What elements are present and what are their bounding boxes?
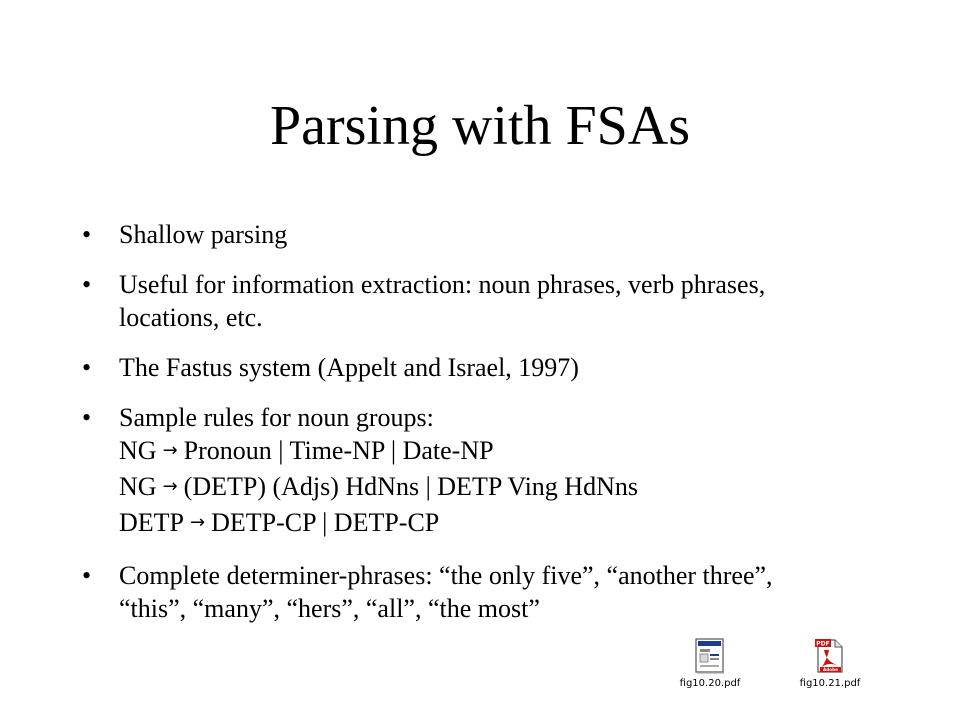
bullet-text: Complete determiner-phrases: “the only five”, “another three”, “this”, “many”, “hers”, “all”, “the most”	[119, 561, 773, 623]
attachment-label: fig10.20.pdf	[679, 678, 741, 689]
rule-rhs: Pronoun | Time-NP | Date-NP	[183, 436, 494, 465]
bullet-item	[82, 351, 842, 384]
slide-title: Parsing with FSAs	[269, 95, 691, 157]
attachment-fig10-20[interactable]	[665, 638, 755, 689]
document-icon	[695, 638, 725, 674]
attachment-label: fig10.21.pdf	[799, 678, 861, 689]
bullet-text: Useful for information extraction: noun phrases, verb phrases, locations, etc.	[119, 270, 766, 332]
grammar-rule	[119, 470, 842, 506]
right-arrow-icon: →	[190, 512, 206, 533]
bullet-text: The Fastus system (Appelt and Israel, 1997)	[119, 353, 579, 382]
rule-lhs: DETP	[119, 508, 184, 537]
rule-lhs: NG	[119, 436, 157, 465]
pdf-badge: PDF	[816, 640, 830, 648]
grammar-rule	[119, 434, 842, 470]
bullet-item	[82, 218, 842, 251]
bullet-dot: •	[82, 353, 92, 382]
adobe-brand-text: Adobe	[823, 667, 838, 673]
bullet-dot: •	[82, 270, 92, 299]
bullet-dot: •	[82, 220, 92, 249]
rule-rhs: DETP-CP | DETP-CP	[211, 508, 440, 537]
right-arrow-icon: →	[162, 476, 178, 497]
bullet-list	[82, 218, 842, 642]
rule-lhs: NG	[119, 472, 157, 501]
bullet-dot: •	[82, 403, 92, 432]
attachment-fig10-21[interactable]	[785, 638, 875, 689]
bullet-item	[82, 268, 842, 334]
bullet-item	[82, 559, 842, 625]
bullet-dot: •	[82, 561, 92, 590]
bullet-text: Shallow parsing	[119, 220, 288, 249]
grammar-rule	[119, 506, 842, 542]
bullet-text: Sample rules for noun groups:	[119, 403, 434, 432]
bullet-item	[82, 401, 842, 542]
rule-rhs: (DETP) (Adjs) HdNns | DETP Ving HdNns	[183, 472, 638, 501]
right-arrow-icon: →	[162, 440, 178, 461]
adobe-pdf-icon	[815, 638, 845, 674]
